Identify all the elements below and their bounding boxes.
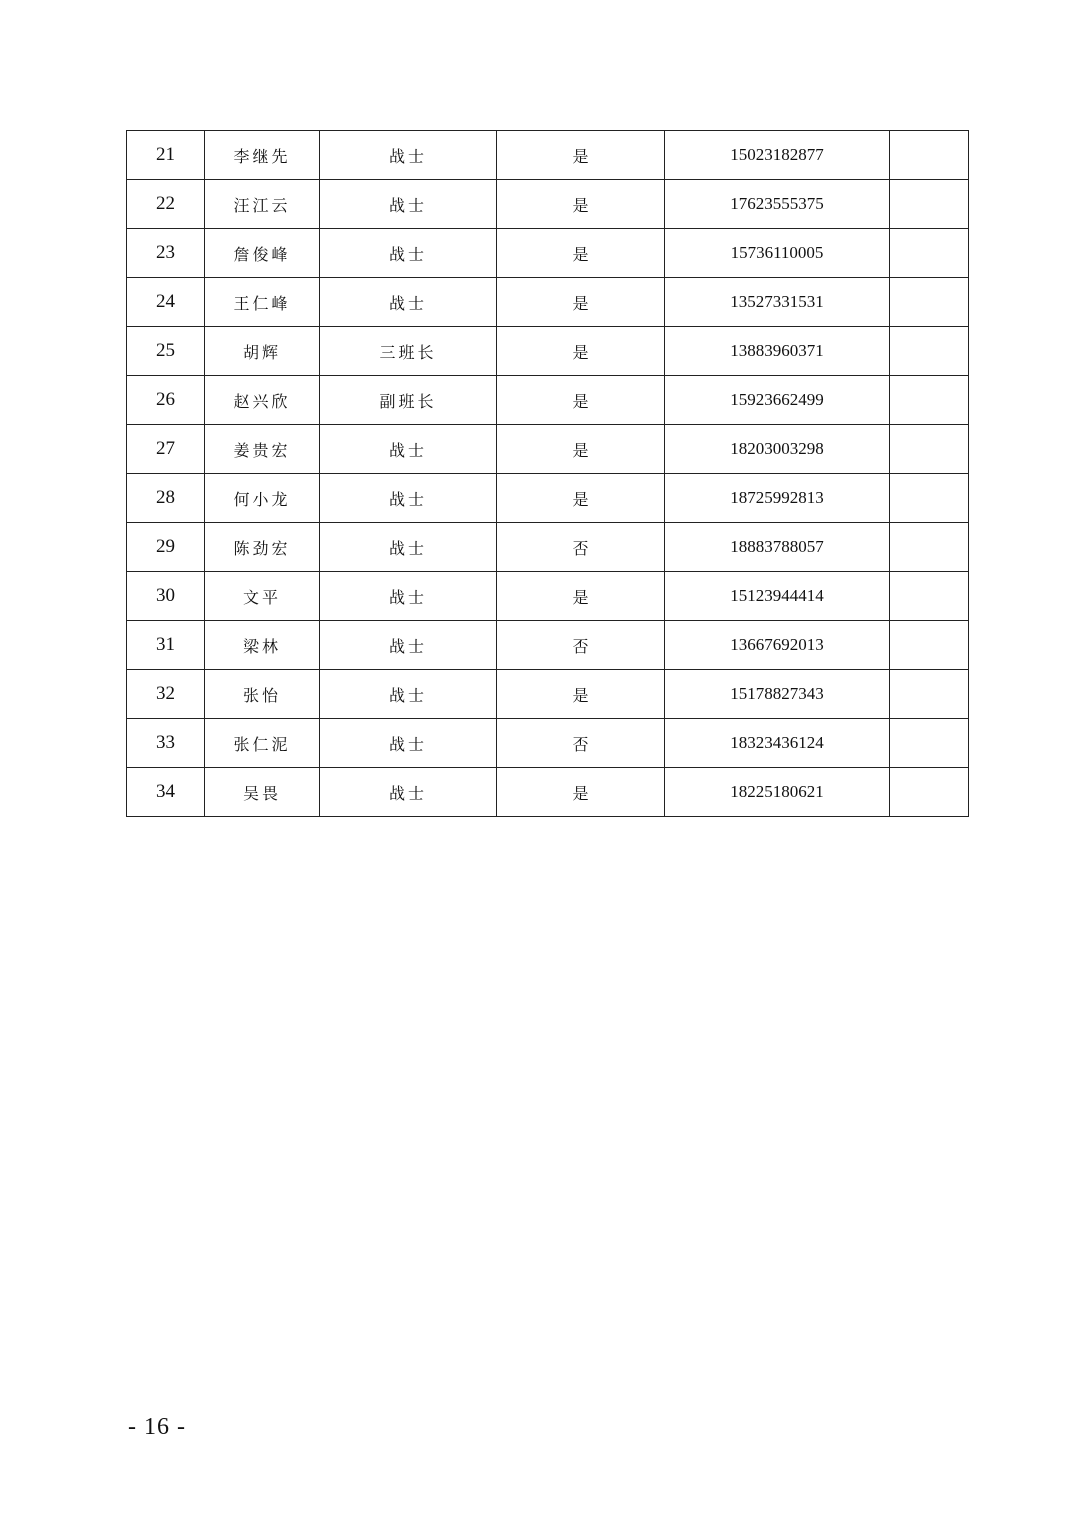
flag-cell: 是 bbox=[497, 278, 665, 327]
role-cell: 战士 bbox=[320, 621, 497, 670]
flag-cell: 是 bbox=[497, 670, 665, 719]
phone-cell: 18323436124 bbox=[665, 719, 890, 768]
flag-cell: 是 bbox=[497, 425, 665, 474]
row-index-cell: 24 bbox=[127, 278, 205, 327]
row-index-cell: 30 bbox=[127, 572, 205, 621]
role-cell: 战士 bbox=[320, 719, 497, 768]
phone-cell: 13667692013 bbox=[665, 621, 890, 670]
role-cell: 战士 bbox=[320, 572, 497, 621]
name-cell: 汪江云 bbox=[205, 180, 320, 229]
role-cell: 战士 bbox=[320, 131, 497, 180]
flag-cell: 是 bbox=[497, 572, 665, 621]
table-row bbox=[127, 229, 969, 278]
name-cell: 张仁泥 bbox=[205, 719, 320, 768]
flag-cell: 是 bbox=[497, 180, 665, 229]
roster-table-body bbox=[127, 131, 969, 817]
flag-cell: 否 bbox=[497, 621, 665, 670]
note-cell bbox=[890, 719, 969, 768]
name-cell: 李继先 bbox=[205, 131, 320, 180]
table-row bbox=[127, 670, 969, 719]
flag-cell: 是 bbox=[497, 376, 665, 425]
name-cell: 何小龙 bbox=[205, 474, 320, 523]
note-cell bbox=[890, 376, 969, 425]
row-index-cell: 31 bbox=[127, 621, 205, 670]
flag-cell: 是 bbox=[497, 131, 665, 180]
name-cell: 吴畏 bbox=[205, 768, 320, 817]
row-index-cell: 33 bbox=[127, 719, 205, 768]
note-cell bbox=[890, 523, 969, 572]
table-row bbox=[127, 523, 969, 572]
note-cell bbox=[890, 131, 969, 180]
note-cell bbox=[890, 621, 969, 670]
table-row bbox=[127, 278, 969, 327]
row-index-cell: 28 bbox=[127, 474, 205, 523]
row-index-cell: 27 bbox=[127, 425, 205, 474]
name-cell: 张怡 bbox=[205, 670, 320, 719]
phone-cell: 15123944414 bbox=[665, 572, 890, 621]
role-cell: 战士 bbox=[320, 180, 497, 229]
role-cell: 战士 bbox=[320, 523, 497, 572]
row-index-cell: 34 bbox=[127, 768, 205, 817]
phone-cell: 18725992813 bbox=[665, 474, 890, 523]
phone-cell: 15923662499 bbox=[665, 376, 890, 425]
role-cell: 战士 bbox=[320, 670, 497, 719]
table-row bbox=[127, 474, 969, 523]
role-cell: 战士 bbox=[320, 768, 497, 817]
name-cell: 胡辉 bbox=[205, 327, 320, 376]
table-row bbox=[127, 768, 969, 817]
note-cell bbox=[890, 425, 969, 474]
phone-cell: 15023182877 bbox=[665, 131, 890, 180]
role-cell: 战士 bbox=[320, 278, 497, 327]
role-cell: 副班长 bbox=[320, 376, 497, 425]
phone-cell: 18203003298 bbox=[665, 425, 890, 474]
row-index-cell: 32 bbox=[127, 670, 205, 719]
note-cell bbox=[890, 768, 969, 817]
roster-table bbox=[126, 130, 969, 817]
page-number: - 16 - bbox=[128, 1414, 186, 1440]
flag-cell: 否 bbox=[497, 523, 665, 572]
table-row bbox=[127, 376, 969, 425]
phone-cell: 17623555375 bbox=[665, 180, 890, 229]
name-cell: 詹俊峰 bbox=[205, 229, 320, 278]
flag-cell: 是 bbox=[497, 229, 665, 278]
row-index-cell: 22 bbox=[127, 180, 205, 229]
name-cell: 陈劲宏 bbox=[205, 523, 320, 572]
row-index-cell: 29 bbox=[127, 523, 205, 572]
phone-cell: 18225180621 bbox=[665, 768, 890, 817]
flag-cell: 是 bbox=[497, 474, 665, 523]
table-row bbox=[127, 572, 969, 621]
row-index-cell: 25 bbox=[127, 327, 205, 376]
row-index-cell: 21 bbox=[127, 131, 205, 180]
note-cell bbox=[890, 474, 969, 523]
name-cell: 赵兴欣 bbox=[205, 376, 320, 425]
table-row bbox=[127, 327, 969, 376]
note-cell bbox=[890, 278, 969, 327]
phone-cell: 13883960371 bbox=[665, 327, 890, 376]
flag-cell: 是 bbox=[497, 768, 665, 817]
flag-cell: 是 bbox=[497, 327, 665, 376]
note-cell bbox=[890, 572, 969, 621]
row-index-cell: 23 bbox=[127, 229, 205, 278]
role-cell: 战士 bbox=[320, 229, 497, 278]
table-row bbox=[127, 180, 969, 229]
note-cell bbox=[890, 229, 969, 278]
name-cell: 文平 bbox=[205, 572, 320, 621]
phone-cell: 18883788057 bbox=[665, 523, 890, 572]
table-row bbox=[127, 131, 969, 180]
phone-cell: 15736110005 bbox=[665, 229, 890, 278]
flag-cell: 否 bbox=[497, 719, 665, 768]
note-cell bbox=[890, 670, 969, 719]
role-cell: 战士 bbox=[320, 425, 497, 474]
role-cell: 战士 bbox=[320, 474, 497, 523]
table-row bbox=[127, 621, 969, 670]
note-cell bbox=[890, 180, 969, 229]
phone-cell: 13527331531 bbox=[665, 278, 890, 327]
table-row bbox=[127, 719, 969, 768]
name-cell: 姜贵宏 bbox=[205, 425, 320, 474]
note-cell bbox=[890, 327, 969, 376]
role-cell: 三班长 bbox=[320, 327, 497, 376]
name-cell: 梁林 bbox=[205, 621, 320, 670]
table-row bbox=[127, 425, 969, 474]
phone-cell: 15178827343 bbox=[665, 670, 890, 719]
row-index-cell: 26 bbox=[127, 376, 205, 425]
name-cell: 王仁峰 bbox=[205, 278, 320, 327]
